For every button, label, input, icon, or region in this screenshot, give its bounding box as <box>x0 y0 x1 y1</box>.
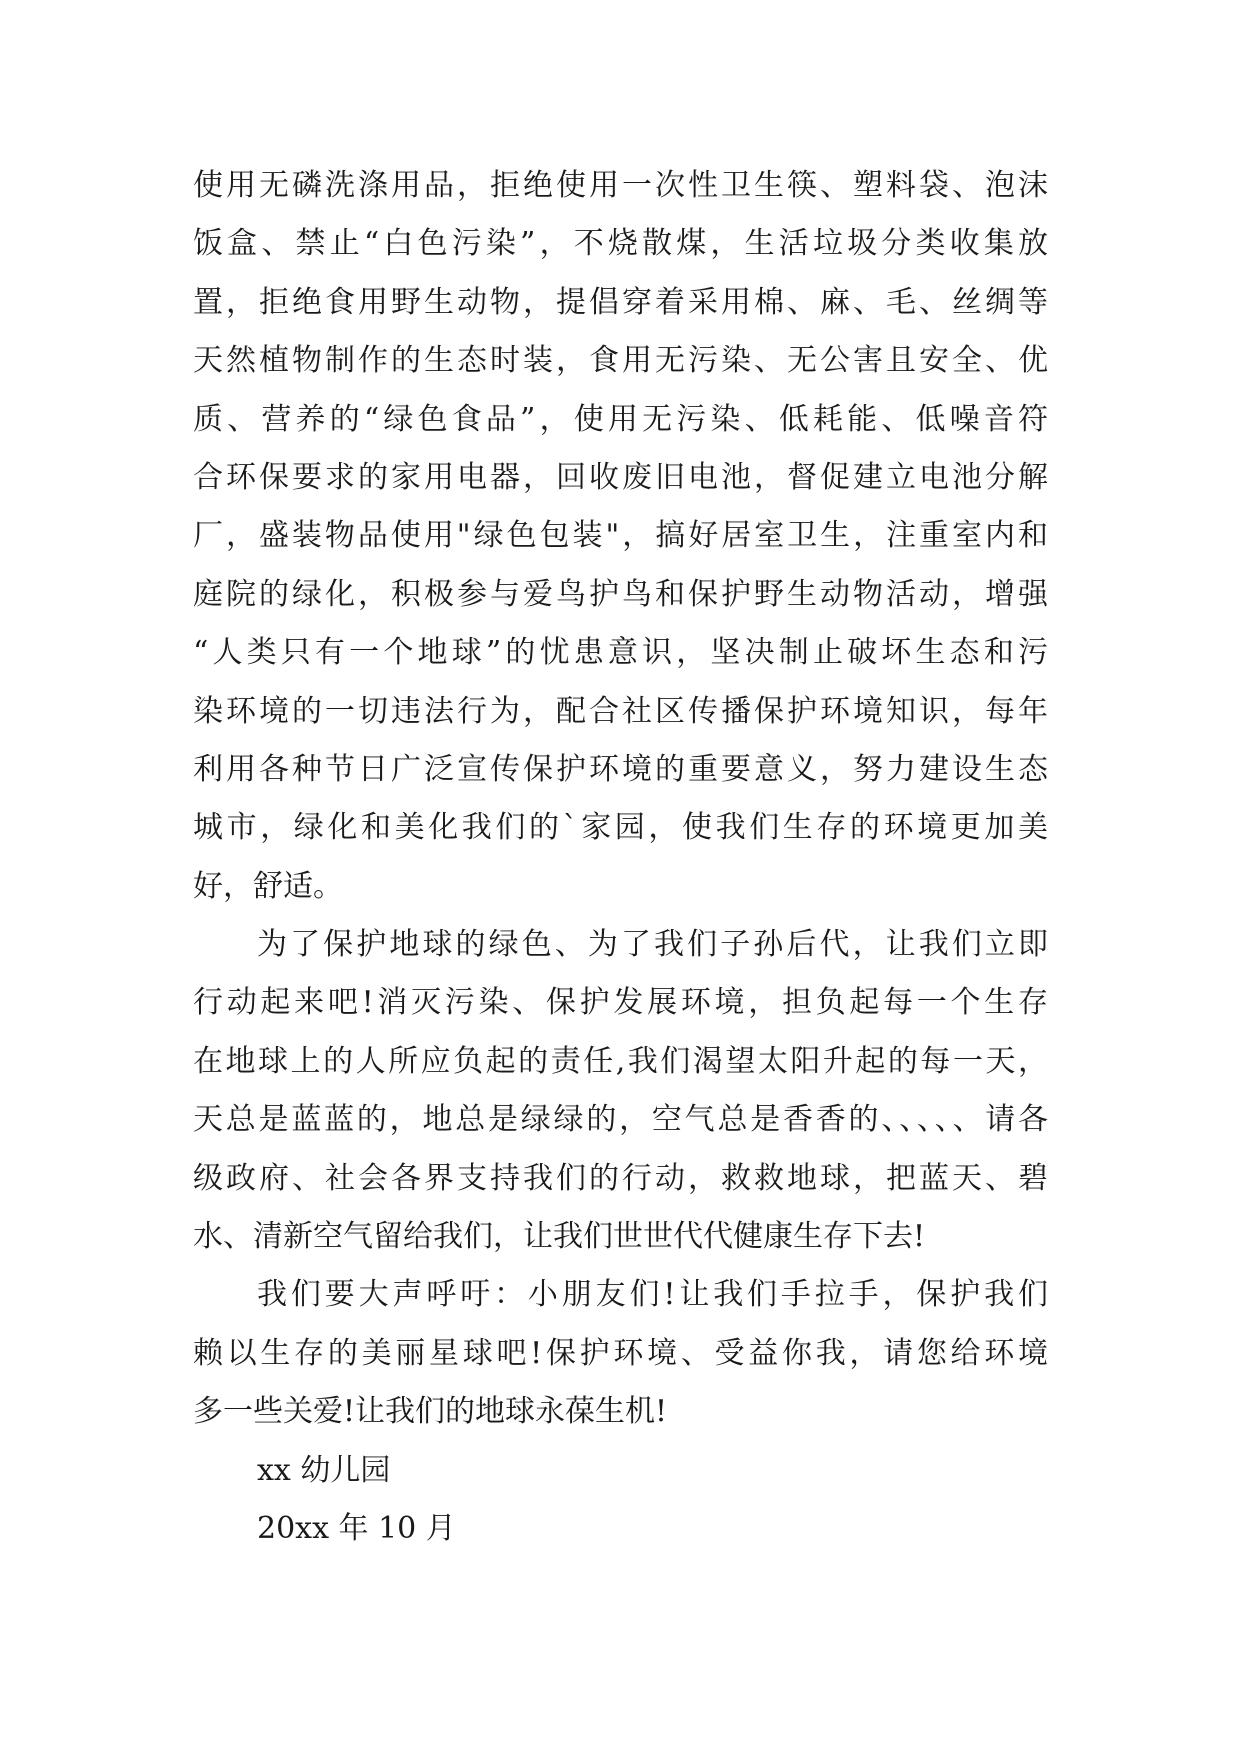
document-page <box>193 157 1048 1558</box>
paragraph-line: 城市，绿化和美化我们的`家园，使我们生存的环境更加美 <box>193 810 1048 846</box>
paragraph-line: 饭盒、禁止“白色污染”，不烧散煤，生活垃圾分类收集放 <box>193 226 1048 262</box>
paragraph-1 <box>193 157 1048 916</box>
paragraph-line: 行动起来吧!消灭污染、保护发展环境，担负起每一个生存 <box>193 985 1048 1021</box>
paragraph-line: 合环保要求的家用电器，回收废旧电池，督促建立电池分解 <box>193 459 1048 495</box>
paragraph-line: 厂，盛装物品使用"绿色包装"，搞好居室卫生，注重室内和 <box>193 518 1048 554</box>
paragraph-line: 水、清新空气留给我们，让我们世世代代健康生存下去! <box>193 1219 926 1255</box>
paragraph-line: 为了保护地球的绿色、为了我们子孙后代，让我们立即 <box>257 927 1048 963</box>
paragraph-2 <box>193 916 1048 1266</box>
paragraph-line: 级政府、社会各界支持我们的行动，救救地球，把蓝天、碧 <box>193 1160 1048 1196</box>
paragraph-3 <box>193 1266 1048 1441</box>
paragraph-line: 置，拒绝食用野生动物，提倡穿着采用棉、麻、毛、丝绸等 <box>193 284 1048 320</box>
paragraph-line: “人类只有一个地球”的忧患意识，坚决制止破坏生态和污 <box>193 635 1048 671</box>
signature-organization: xx 幼儿园 <box>257 1452 391 1488</box>
paragraph-line: 庭院的绿化，积极参与爱鸟护鸟和保护野生动物活动，增强 <box>193 576 1048 612</box>
paragraph-line: 我们要大声呼吁：小朋友们!让我们手拉手，保护我们 <box>257 1277 1048 1313</box>
paragraph-line: 在地球上的人所应负起的责任,我们渴望太阳升起的每一天， <box>193 1043 1048 1079</box>
paragraph-line: 赖以生存的美丽星球吧!保护环境、受益你我，请您给环境 <box>193 1335 1048 1371</box>
paragraph-line: 染环境的一切违法行为，配合社区传播保护环境知识，每年 <box>193 693 1048 729</box>
paragraph-line: 多一些关爱!让我们的地球永葆生机! <box>193 1394 668 1430</box>
paragraph-line: 天然植物制作的生态时装，食用无污染、无公害且安全、优 <box>193 343 1048 379</box>
signature-block <box>193 1442 1048 1559</box>
paragraph-line: 使用无磷洗涤用品，拒绝使用一次性卫生筷、塑料袋、泡沫 <box>193 168 1048 203</box>
paragraph-line: 天总是蓝蓝的，地总是绿绿的，空气总是香香的、、、、、请各 <box>193 1102 1048 1138</box>
signature-date: 20xx 年 10 月 <box>257 1510 456 1546</box>
paragraph-line: 好，舒适。 <box>193 868 343 904</box>
paragraph-line: 质、营养的“绿色食品”，使用无污染、低耗能、低噪音符 <box>193 401 1048 437</box>
paragraph-line: 利用各种节日广泛宣传保护环境的重要意义，努力建设生态 <box>193 751 1048 787</box>
